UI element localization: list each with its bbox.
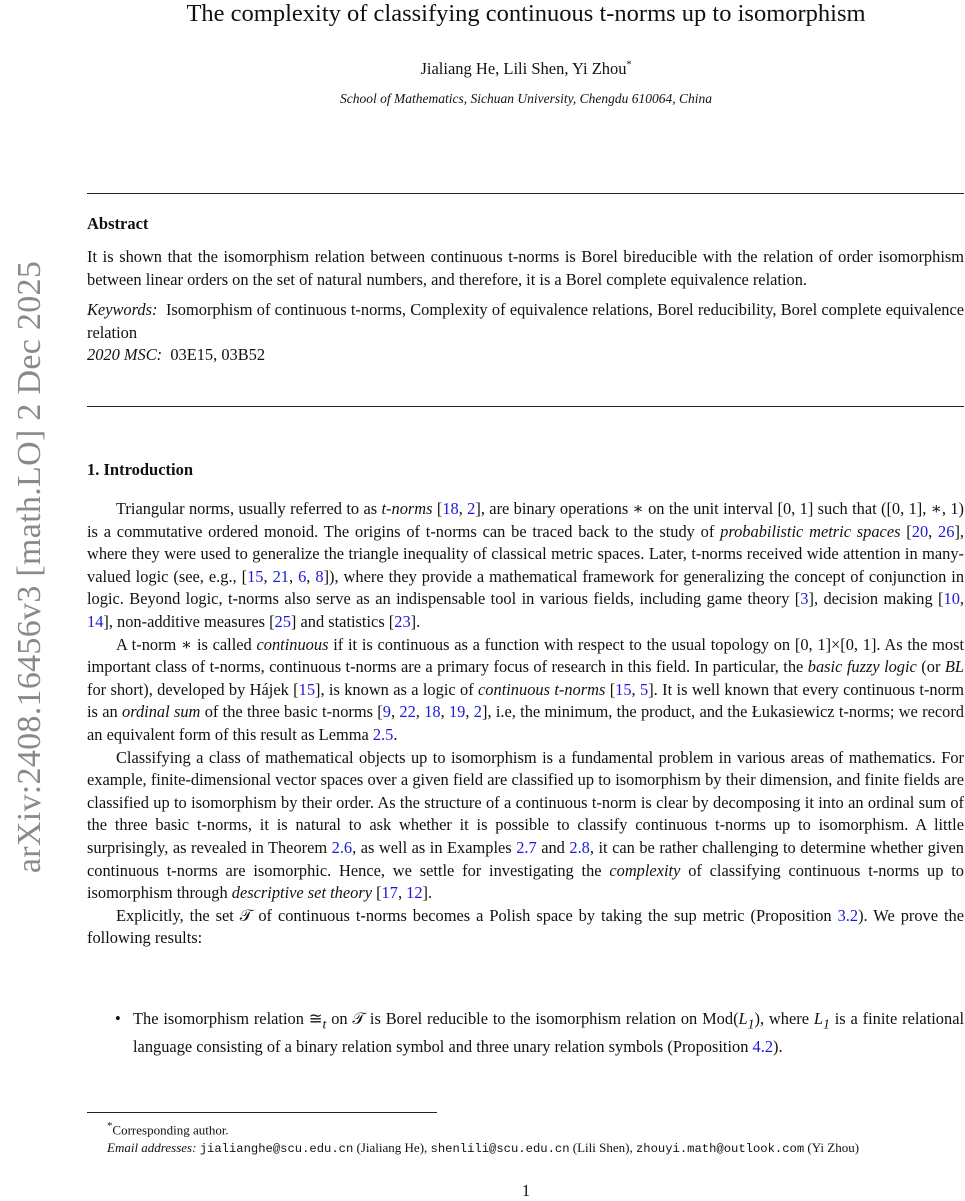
paragraph <box>87 634 964 747</box>
citation-link[interactable]: 2.8 <box>569 837 590 857</box>
emphasis-text: L <box>813 1009 823 1028</box>
arxiv-identifier: arXiv:2408.16456v3 [math.LO] 2 Dec 2025 <box>11 260 48 874</box>
abstract-body <box>87 246 964 367</box>
citation-link[interactable]: 26 <box>938 521 955 541</box>
citation-link[interactable]: 14 <box>87 611 104 631</box>
keywords-label: Keywords: <box>87 300 158 320</box>
text-run: ), where <box>754 1009 814 1028</box>
emphasis-text: t-norms <box>381 499 433 518</box>
text-run: ). <box>773 1036 783 1056</box>
citation-link[interactable]: 15 <box>247 566 264 586</box>
subscript: t <box>322 1016 327 1032</box>
email-link[interactable]: jialianghe@scu.edu.cn <box>199 1142 354 1157</box>
text-run: Explicitly, the set 𝒯 of continuous t-norms becomes a Polish space by taking the sup metric (Proposition <box>116 905 838 925</box>
citation-link[interactable]: 15 <box>615 679 632 699</box>
text-run: and <box>536 837 570 857</box>
keywords-text: Isomorphism of continuous t-norms, Complexity of equivalence relations, Borel reducibility, Borel complete equivalence relation <box>87 300 964 342</box>
introduction-body <box>87 498 964 950</box>
divider <box>87 193 964 194</box>
text-run: of the three basic t-norms [ <box>200 702 383 722</box>
text-run: of classifying continuous t-norms up to isomorphism through <box>87 860 964 903</box>
text-run: is a finite relational language consisting of a binary relation symbol and three unary relation symbols (Proposition <box>133 1009 965 1056</box>
corresponding-mark: * <box>626 59 632 71</box>
text-run: , <box>631 679 641 699</box>
text-run: A t-norm ∗ is called <box>116 634 257 654</box>
abstract-text: It is shown that the isomorphism relation between continuous t-norms is Borel bireducible with the relation of order isomorphism between linear orders on the set of natural numbers, and therefore, it is a Borel complete equivalence relation. <box>87 247 964 289</box>
text-run: Triangular norms, usually referred to as <box>116 499 382 518</box>
text-run: ], is known as a logic of <box>315 679 479 699</box>
results-list <box>87 1008 964 1058</box>
text-run: , <box>928 521 939 541</box>
bullet-icon: • <box>115 1009 121 1028</box>
citation-link[interactable]: 2.6 <box>331 837 353 857</box>
citation-link[interactable]: 15 <box>298 679 316 699</box>
text-run: , <box>415 702 425 722</box>
footnote-text: Corresponding author. <box>112 1122 229 1138</box>
text-run: Classifying a class of mathematical objects up to isomorphism is a fundamental problem in various areas of mathematics. For example, finite-dimensional vector spaces over a given field are classified up to isomorphism by their dimension, and finite fields are classified up to isomorphism by their order. As the structure of a continuous t-norm is clear by decomposing it into an ordinal sum of the three basic t-norms, it is natural to ask whether it is possible to classify continuous t-norms up to isomorphism. A little surprisingly, as revealed in Theorem <box>87 747 964 857</box>
keywords <box>87 299 964 344</box>
email-link[interactable]: shenlili@scu.edu.cn <box>430 1142 570 1157</box>
msc-codes: 03E15, 03B52 <box>170 345 266 365</box>
email-label: Email addresses: <box>107 1140 197 1156</box>
text-run: [ <box>371 883 382 903</box>
text-run: if it is continuous as a function with respect to the usual topology on [0, 1]×[0, 1]. As the most important class of t-norms, continuous t-norms are a primary focus of research in this field. In particular, the <box>87 634 964 677</box>
text-run: , <box>465 702 474 722</box>
text-run: , <box>306 566 316 586</box>
email-owner: (Lili Shen) <box>572 1140 630 1156</box>
citation-link[interactable]: 23 <box>394 611 411 631</box>
text-run: , <box>288 566 299 586</box>
emphasis-text: continuous <box>256 634 329 654</box>
citation-link[interactable]: 19 <box>448 702 466 722</box>
citation-link[interactable]: 22 <box>399 702 416 722</box>
text-run: , <box>263 566 273 586</box>
emphasis-text: continuous t-norms <box>478 679 606 699</box>
text-run: ]. It is well known that every continuous t-norm is an <box>87 679 964 722</box>
list-item <box>87 1008 964 1058</box>
text-run: ], decision making [ <box>808 589 944 609</box>
text-run: ], where they were used to generalize the triangle inequality of classical metric spaces. Later, t-norms received wide attention in many-valued logic (see, e.g., [ <box>87 521 964 586</box>
text-run: , <box>397 883 407 903</box>
citation-link[interactable]: 9 <box>382 702 391 722</box>
msc-label: 2020 MSC: <box>87 345 163 365</box>
paper-title: The complexity of classifying continuous t-norms up to isomorphism <box>186 0 866 27</box>
email-owner: (Jialiang He) <box>356 1140 425 1156</box>
text-run: , <box>458 499 468 518</box>
emphasis-text: complexity <box>609 860 681 880</box>
text-run: [ <box>605 679 616 699</box>
text-run: on 𝒯 is Borel reducible to the isomorphism relation on Mod( <box>326 1009 739 1028</box>
paragraph <box>87 747 964 905</box>
citation-link[interactable]: 2 <box>473 702 482 722</box>
emphasis-text: basic fuzzy logic <box>807 657 917 677</box>
footnote-emails: Email addresses: jialianghe@scu.edu.cn (Jialiang He), shenlili@scu.edu.cn (Lili Shen), zhouyi.math@outlook.com (Yi Zhou) <box>107 1140 860 1157</box>
text-run: , it can be rather challenging to determine whether given continuous t-norms are isomorphic. Hence, we settle for investigating the <box>87 837 964 880</box>
text-run: (or <box>916 657 945 677</box>
footnote-divider <box>87 1112 437 1113</box>
subscript: 1 <box>822 1016 830 1032</box>
subscript: 1 <box>747 1016 755 1032</box>
citation-link[interactable]: 21 <box>272 566 289 586</box>
author-names: Jialiang He, Lili Shen, Yi Zhou <box>420 59 627 78</box>
email-owner: (Yi Zhou) <box>807 1140 860 1156</box>
text-run: , <box>440 702 449 722</box>
citation-link[interactable]: 2 <box>467 499 476 518</box>
text-run: , <box>390 702 400 722</box>
citation-link[interactable]: 18 <box>424 702 441 722</box>
email-link[interactable]: zhouyi.math@outlook.com <box>635 1142 805 1157</box>
citation-link[interactable]: 17 <box>381 883 398 903</box>
citation-link[interactable]: 2.5 <box>372 724 394 744</box>
text-run: ], non-additive measures [ <box>103 611 275 631</box>
citation-link[interactable]: 18 <box>442 499 459 518</box>
text-run: [ <box>900 521 912 541</box>
citation-link[interactable]: 3 <box>800 589 809 609</box>
text-run: . <box>393 724 398 744</box>
footnote-mark: * <box>107 1120 113 1132</box>
paragraph <box>87 498 964 634</box>
citation-link[interactable]: 25 <box>274 611 291 631</box>
footnote-corresponding <box>87 1117 964 1139</box>
emphasis-text: descriptive set theory <box>231 883 372 903</box>
citation-link[interactable]: 10 <box>943 589 960 609</box>
emphasis-text: L <box>738 1009 748 1028</box>
list-item-text <box>133 1009 964 1056</box>
text-run: ]), where they provide a mathematical framework for generalizing the concept of conjunction in logic. Beyond logic, t-norms also serve as an indispensable tool in various fields, including game theory [ <box>87 566 965 609</box>
text-run: The isomorphism relation ≅ <box>133 1009 323 1028</box>
footnote <box>87 1117 964 1158</box>
citation-link[interactable]: 8 <box>315 566 324 586</box>
msc <box>87 344 964 367</box>
text-run: ]. <box>410 611 421 631</box>
text-run: ). We prove the following results: <box>87 905 964 948</box>
citation-link[interactable]: 6 <box>298 566 307 586</box>
citation-link[interactable]: 12 <box>406 883 423 903</box>
text-run: , as well as in Examples <box>352 837 517 857</box>
citation-link[interactable]: 3.2 <box>837 905 859 925</box>
text-run: for short), developed by Hájek [ <box>87 679 299 699</box>
text-run: ], are binary operations ∗ on the unit interval [0, 1] such that ([0, 1], ∗, 1) is a commutative ordered monoid. The origins of t-norms can be traced back to the study of <box>87 499 964 541</box>
citation-link[interactable]: 2.7 <box>516 837 537 857</box>
text-run: [ <box>432 499 443 518</box>
citation-link[interactable]: 4.2 <box>752 1036 774 1056</box>
text-run: ]. <box>422 883 433 903</box>
abstract-heading: Abstract <box>87 214 149 233</box>
section-heading-introduction: 1. Introduction <box>87 460 194 479</box>
text-run: ] and statistics [ <box>290 611 395 631</box>
authors <box>0 59 965 79</box>
text-run: ], i.e, the minimum, the product, and the Łukasiewicz t-norms; we record an equivalent form of this result as Lemma <box>87 702 964 744</box>
citation-link[interactable]: 5 <box>640 679 649 699</box>
text-run: , <box>959 589 964 609</box>
emphasis-text: BL <box>944 657 964 677</box>
emphasis-text: probabilistic metric spaces <box>720 521 901 541</box>
affiliation: School of Mathematics, Sichuan University, Chengdu 610064, China <box>340 91 712 106</box>
divider <box>87 406 964 407</box>
emphasis-text: ordinal sum <box>122 702 201 722</box>
citation-link[interactable]: 20 <box>911 521 929 541</box>
paragraph <box>87 905 964 950</box>
page-number: 1 <box>521 1181 531 1200</box>
